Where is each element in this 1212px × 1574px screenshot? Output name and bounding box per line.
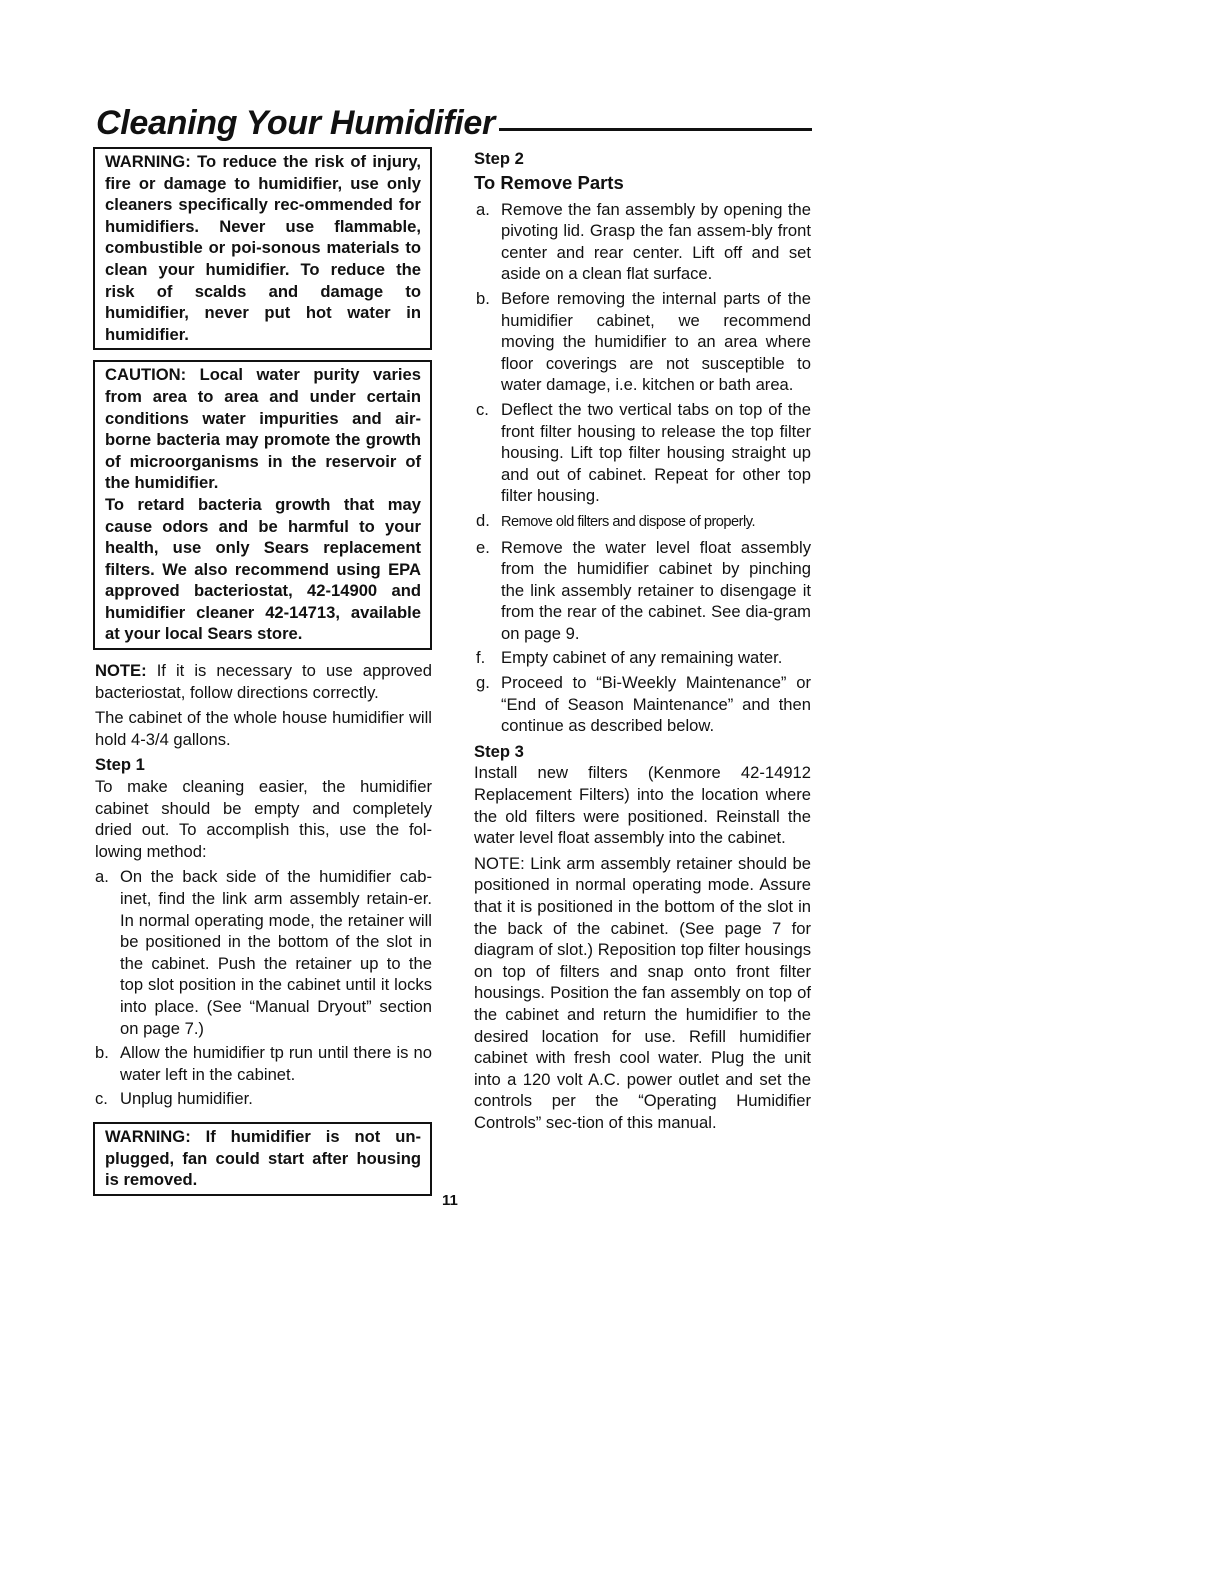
warning-box-unplug bbox=[93, 1122, 432, 1196]
step2-heading: Step 2 bbox=[474, 149, 524, 168]
list-item bbox=[93, 1088, 432, 1110]
warning-box-cleaners bbox=[93, 147, 432, 350]
list-item bbox=[93, 1042, 432, 1085]
left-column bbox=[93, 147, 432, 1196]
list-item bbox=[93, 866, 432, 1039]
warning-text: WARNING: To reduce the risk of injury, fire or damage to humidifier, use only cleaners specifically rec-ommended for humidifiers. Never use flammable, combustible or poi-sonous materials to clean your humidifier. To reduce the risk of scalds and damage to humidifier, never put hot water in humidifier. bbox=[105, 152, 421, 344]
list-item bbox=[474, 537, 811, 645]
list-marker: g. bbox=[476, 673, 490, 693]
list-item-text: On the back side of the humidifier cab-inet, find the link arm assembly retain-er. In normal operating mode, the retainer will be positioned in the bottom of the slot in the cabinet. Push the retainer up to the top slot position in the cabinet until it locks into place. (See “Manual Dryout” section on page 7.) bbox=[120, 867, 432, 1038]
caution-box bbox=[93, 360, 432, 650]
caution-text: CAUTION: Local water purity varies from area to area and under certain conditions water impurities and air-borne bacteria may promote the growth of microorganisms in the reservoir of the humidifier. bbox=[105, 365, 421, 493]
list-item bbox=[474, 399, 811, 507]
title-row bbox=[96, 104, 812, 152]
list-item-text: Unplug humidifier. bbox=[120, 1089, 253, 1109]
list-item bbox=[474, 510, 811, 534]
list-item bbox=[474, 647, 811, 669]
list-marker: b. bbox=[95, 1043, 109, 1063]
list-marker: c. bbox=[476, 399, 489, 419]
title-rule bbox=[476, 128, 812, 131]
warning-text-unplug: WARNING: If humidifier is not un-plugged, fan could start after housing is removed. bbox=[105, 1126, 421, 1190]
list-item-text: Proceed to “Bi-Weekly Maintenance” or “End of Season Maintenance” and then continue as described below. bbox=[501, 673, 811, 736]
list-item-text: Remove the water level float assembly from the humidifier cabinet by pinching the link assembly retainer to disengage it from the rear of the cabinet. See dia-gram on page 9. bbox=[501, 537, 811, 643]
step3-heading: Step 3 bbox=[474, 741, 524, 761]
list-item-text: Empty cabinet of any remaining water. bbox=[501, 648, 783, 668]
list-marker: a. bbox=[476, 199, 490, 219]
list-marker: c. bbox=[95, 1089, 108, 1109]
step3-install-text: Install new filters (Kenmore 42-14912 Replacement Filters) into the location where the old filters were positioned. Reinstall the water level float assembly into the cabinet. bbox=[474, 763, 811, 848]
caution-text-bacteria: To retard bacteria growth that may cause odors and be harmful to your health, use only Sears replacement filters. We also recommend using EPA approved bacteriostat, 42-14900 and humidifier cleaner 42-14713, available at your local Sears store. bbox=[105, 494, 421, 644]
list-marker: a. bbox=[95, 867, 109, 887]
list-item-text: Deflect the two vertical tabs on top of the front filter housing to release the top filter housing. Lift top filter housing straight up and out of cabinet. Repeat for other top filter housing. bbox=[501, 399, 811, 506]
note-text: If it is necessary to use approved bacteriostat, follow directions correctly. bbox=[95, 661, 432, 702]
step1-heading: Step 1 bbox=[95, 755, 145, 775]
list-marker: b. bbox=[476, 288, 490, 308]
step1-list bbox=[93, 866, 432, 1110]
step1-intro: To make cleaning easier, the humidifier cabinet should be empty and completely dried out. To accomplish this, use the fol-lowing method: bbox=[95, 777, 432, 861]
list-item bbox=[474, 199, 811, 285]
list-item bbox=[474, 288, 811, 396]
right-column bbox=[474, 148, 811, 1138]
list-item-text: Remove the fan assembly by opening the pivoting lid. Grasp the fan assem-bly front center and rear center. Lift off and set aside on a clean flat surface. bbox=[501, 199, 811, 284]
list-marker: f. bbox=[476, 648, 486, 668]
list-item-text: Remove old filters and dispose of properly. bbox=[501, 513, 756, 530]
list-item-text: Before removing the internal parts of the humidifier cabinet, we recommend moving the humidifier to an area where floor coverings are not susceptible to water damage, i.e. kitchen or bath area. bbox=[501, 288, 811, 395]
list-marker: d. bbox=[476, 510, 490, 530]
list-item-text: Allow the humidifier tp run until there is no water left in the cabinet. bbox=[120, 1043, 432, 1084]
step2-title: To Remove Parts bbox=[474, 171, 624, 193]
page-number: 11 bbox=[442, 1192, 458, 1209]
note-label: NOTE: bbox=[95, 661, 147, 681]
list-item bbox=[474, 672, 811, 737]
list-marker: e. bbox=[476, 537, 490, 557]
page-title: Cleaning Your Humidifier bbox=[96, 104, 499, 143]
step3-note-text: NOTE: Link arm assembly retainer should be positioned in normal operating mode. Assure that it is positioned in the bottom of the slot in the back of the cabinet. (See page 7 for diagram of slot.) Reposition top filter housings on top of filters and snap onto front filter housings. Position the fan assembly on top of the cabinet and return the humidifier to the desired location for use. Refill humidifier cabinet with fresh cool water. Plug the unit into a 120 volt A.C. power outlet and set the controls per the “Operating Humidifier Controls” sec-tion of this manual. bbox=[474, 853, 811, 1132]
cabinet-capacity-text: The cabinet of the whole house humidifier will hold 4-3/4 gallons. bbox=[95, 708, 432, 749]
note-paragraph bbox=[95, 660, 432, 703]
step2-list bbox=[474, 199, 811, 737]
